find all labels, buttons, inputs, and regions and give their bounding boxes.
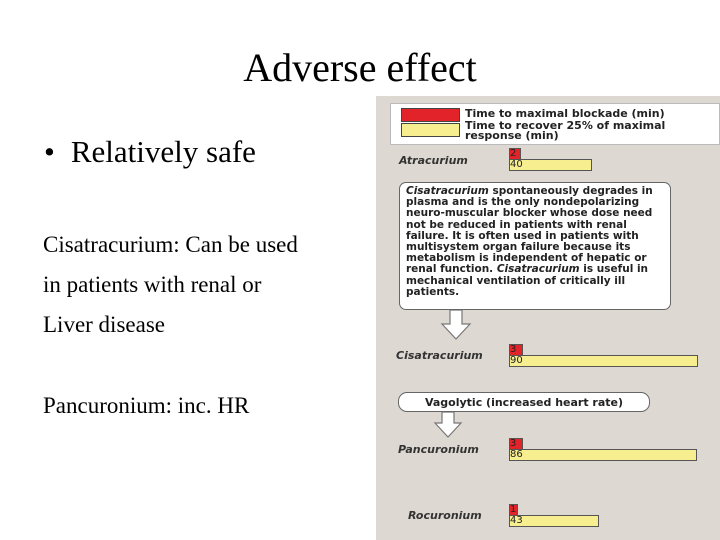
value-blockade-pancuronium: 3 [510,438,517,449]
value-recover-cisatracurium: 90 [510,355,523,366]
bar-recover-pancuronium [509,449,697,461]
value-recover-pancuronium: 86 [510,449,523,460]
slide-title: Adverse effect [243,45,477,90]
arrow-down-icon [440,310,472,340]
bullet-item [44,134,256,170]
bullet-dot-icon: • [44,134,55,169]
drug-figure [376,96,720,540]
drug-label-rocuronium: Rocuronium [408,509,482,522]
pancuronium-paragraph [43,386,249,426]
cisatracurium-paragraph [43,225,298,345]
arrow-down-icon [433,412,463,438]
legend-yellow-label: Time to recover 25% of maximal response (min) [465,119,666,142]
bullet-text: Relatively safe [70,134,256,169]
value-blockade-cisatracurium: 3 [510,344,517,355]
drug-label-pancuronium: Pancuronium [398,443,479,456]
para-line: in patients with renal or [43,272,262,297]
value-recover-rocuronium: 43 [510,515,523,526]
bar-recover-cisatracurium [509,355,698,367]
red-swatch [401,108,460,122]
legend-red-label: Time to maximal blockade (min) [465,107,665,120]
cisatracurium-note: Cisatracurium spontaneously degrades in plasma and is the only nondepolarizing neuro-muscular blocker whose dose need not be reduced in patients with renal failure. It is often used in patients with multisystem organ failure because its metabolism is independent of hepatic or renal function. Cisatracurium is useful in mechanical ventilation of critically ill patients. [399,182,671,310]
drug-label-cisatracurium: Cisatracurium [396,349,483,362]
para-line: Liver disease [43,312,165,337]
para-line: Pancuronium: inc. HR [43,393,250,418]
value-recover-atracurium: 40 [510,159,523,170]
note-text: spontaneously degrades in plasma and is the only nondepolarizing neuro-muscular blocker whose dose need not be reduced in patients with renal failure. It is often used in patients with multisystem organ failure because its metabolism is independent of hepatic or renal function. [406,185,653,276]
value-blockade-rocuronium: 1 [510,504,517,515]
note-tail: is useful in mechanical ventilation of critically ill patients. [406,263,649,298]
value-blockade-atracurium: 2 [510,148,517,159]
figure-legend [390,103,720,145]
para-line: Cisatracurium: Can be used [43,232,298,257]
note-drug-name: Cisatracurium [406,185,489,197]
vagolytic-note: Vagolytic (increased heart rate) [398,392,650,412]
drug-label-atracurium: Atracurium [399,154,468,167]
yellow-swatch [401,123,460,137]
